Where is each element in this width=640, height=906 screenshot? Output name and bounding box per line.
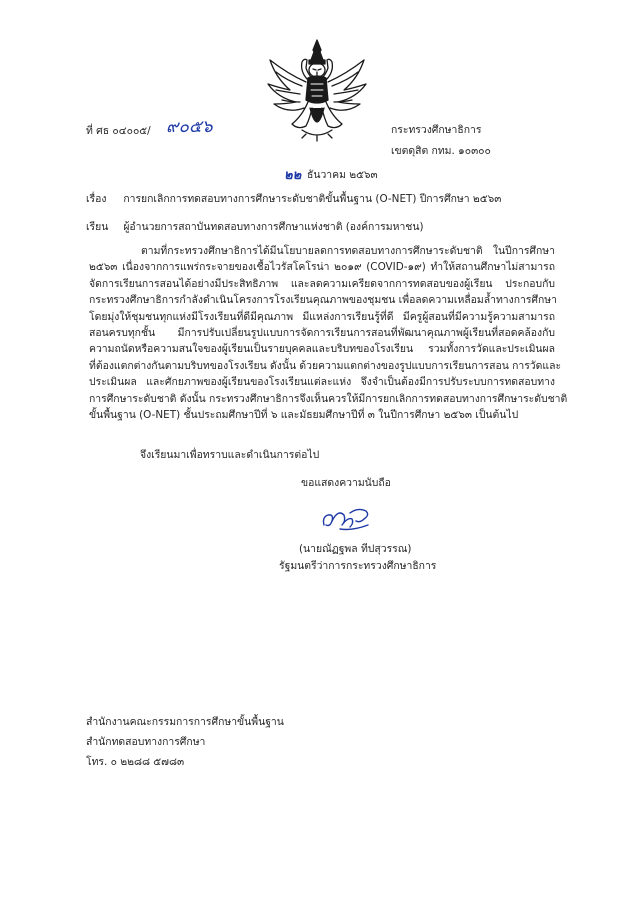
closing-request: จึงเรียนมาเพื่อทราบและดำเนินการต่อไป: [140, 449, 320, 461]
closing-salutation: ขอแสดงความนับถือ: [301, 477, 391, 489]
body-line: สอนครบทุกชั้น มีการปรับเปลี่ยนรูปแบบการจัดการเรียนการสอนที่พัฒนาคุณภาพผู้เรียนที่สอดคล้องกับ: [89, 327, 555, 340]
letter-body: [89, 243, 568, 423]
ministry-address: เขตดุสิต กทม. ๑๐๓๐๐: [391, 145, 491, 157]
body-line: ขั้นพื้นฐาน (O-NET) ชั้นประถมศึกษาปีที่ ๖ และมัธยมศึกษาปีที่ ๓ ในปีการศึกษา ๒๕๖๓ เป็นต้นไป: [89, 409, 519, 422]
body-line: ๒๕๖๓ เนื่องจากการแพร่กระจายของเชื้อไวรัสโคโรน่า ๒๐๑๙ (COVID-๑๙) ทำให้สถานศึกษาไม่สามารถ: [89, 261, 555, 274]
body-line: จัดการเรียนการสอนได้อย่างมีประสิทธิภาพ และลดความเครียดจากการทดสอบของผู้เรียน ประกอบกับ: [89, 277, 555, 290]
recipient-label: เรียน: [86, 221, 109, 233]
body-line: ประเมินผล และศักยภาพของผู้เรียนของโรงเรียนแต่ละแห่ง จึงจำเป็นต้องมีการปรับระบบการทดสอบทาง: [89, 376, 555, 389]
ministry-name: กระทรวงศึกษาธิการ: [391, 124, 482, 136]
body-line: โดยมุ่งให้ชุมชนทุกแห่งมีโรงเรียนที่ดีมีคุณภาพ มีแหล่งการเรียนรู้ที่ดี มีครูผู้สอนที่มีความรู้ความสามารถ: [89, 310, 555, 323]
signer-name: (นายณัฏฐพล ทีปสุวรรณ): [299, 543, 412, 555]
body-line: ความถนัดหรือความสนใจของผู้เรียนเป็นรายบุคคลและบริบทของโรงเรียน รวมทั้งการวัดและประเมินผล: [89, 343, 555, 356]
garuda-emblem-icon: [262, 38, 372, 142]
body-line: การศึกษาระดับชาติ ดังนั้น กระทรวงศึกษาธิการจึงเห็นควรให้มีการยกเลิกการทดสอบทางการศึกษาระดับชาติ: [89, 392, 568, 405]
subject-label: เรื่อง: [86, 193, 107, 205]
contact-phone: โทร. ๐ ๒๒๘๘ ๕๗๘๓: [86, 756, 185, 768]
issuing-bureau: สำนักทดสอบทางการศึกษา: [86, 736, 206, 748]
recipient-text: ผู้อำนวยการสถาบันทดสอบทางการศึกษาแห่งชาติ (องค์การมหาชน): [123, 221, 424, 233]
handwritten-reference-number: ๙๐๕๖: [166, 117, 213, 137]
reference-number: ที่ ศธ ๐๔๐๐๕/: [86, 125, 151, 137]
body-line: ที่ต้องแตกต่างกันตามบริบทของโรงเรียน ดังนั้น ด้วยความแตกต่างของรูปแบบการเรียนการสอน การวัดและ: [89, 359, 562, 372]
handwritten-date-day: ๒๒: [284, 168, 302, 183]
handwritten-signature: [318, 505, 372, 533]
body-line: กระทรวงศึกษาธิการกำลังดำเนินโครงการโรงเรียนคุณภาพของชุมชน เพื่อลดความเหลื่อมล้ำทางการศึกษา: [89, 294, 557, 307]
body-line: ตามที่กระทรวงศึกษาธิการได้มีนโยบายลดการทดสอบทางการศึกษาระดับชาติ ในปีการศึกษา: [141, 245, 555, 257]
subject-text: การยกเลิกการทดสอบทางการศึกษาระดับชาติขั้นพื้นฐาน (O-NET) ปีการศึกษา ๒๕๖๓: [123, 193, 502, 205]
issuing-office: สำนักงานคณะกรรมการการศึกษาขั้นพื้นฐาน: [86, 716, 284, 728]
letter-date: ธันวาคม ๒๕๖๓: [307, 169, 378, 181]
signer-title: รัฐมนตรีว่าการกระทรวงศึกษาธิการ: [279, 560, 437, 572]
